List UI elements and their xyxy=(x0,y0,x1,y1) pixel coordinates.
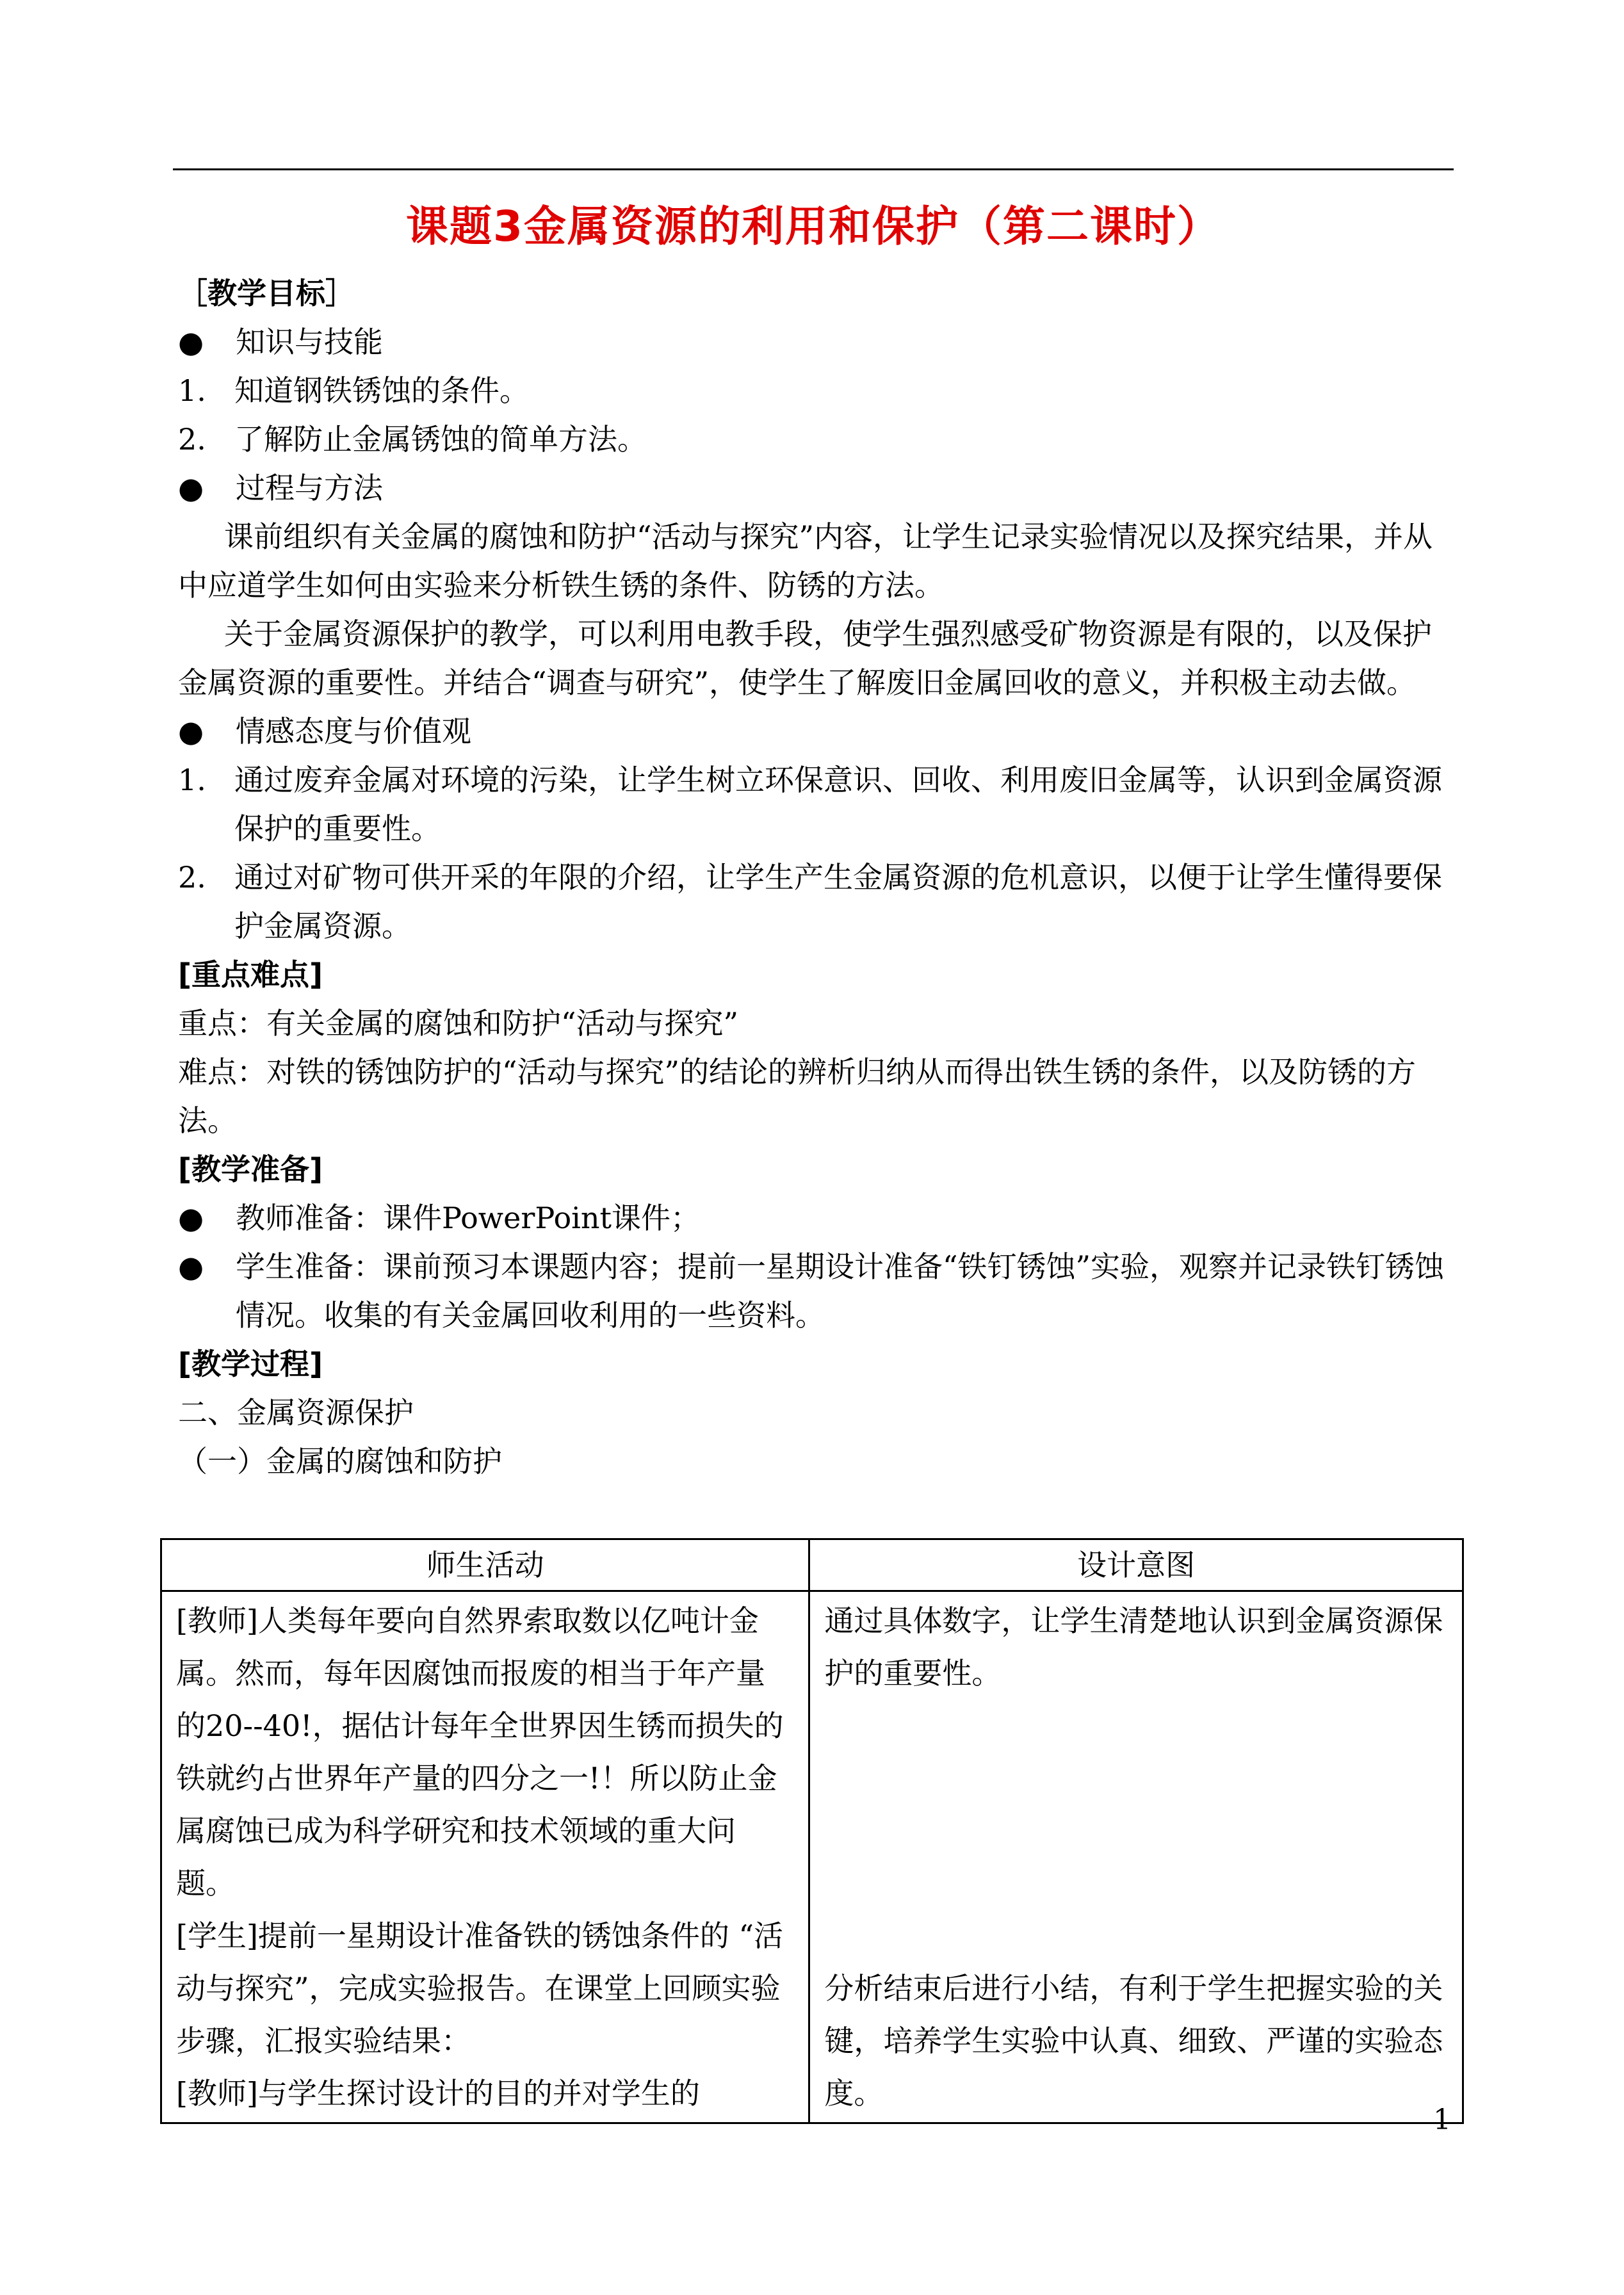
cell-spacer xyxy=(824,1910,1448,1962)
knowledge-item-text: 了解防止金属锈蚀的简单方法。 xyxy=(234,422,647,457)
process-paragraph: 课前组织有关金属的腐蚀和防护“活动与探究”内容，让学生记录实验情况以及探究结果，并从中应道学生如何由实验来分析铁生锈的条件、防锈的方法。 xyxy=(178,519,1433,603)
prep-item xyxy=(178,1194,1452,1242)
page-title: 课题3金属资源的利用和保护（第二课时） xyxy=(406,202,1221,251)
cell-spacer xyxy=(824,1857,1448,1910)
item-number: 1. xyxy=(178,763,206,797)
subsection-heading: （一）金属的腐蚀和防护 xyxy=(178,1444,502,1479)
emotion-bullet xyxy=(178,707,1452,756)
process-bullet xyxy=(178,464,1452,512)
bullet-icon: ● xyxy=(178,714,204,749)
intent-cell xyxy=(809,1591,1463,2123)
prep-item-text: 教师准备：课件PowerPoint课件； xyxy=(236,1201,700,1235)
emotion-item xyxy=(178,756,1452,853)
document-body xyxy=(178,269,1452,1486)
bullet-icon: ● xyxy=(178,325,204,359)
process2-heading: [教学过程] xyxy=(178,1347,323,1381)
knowledge-item xyxy=(178,366,1452,415)
knowledge-item-text: 知道钢铁锈蚀的条件。 xyxy=(234,373,529,408)
process-heading: 过程与方法 xyxy=(236,471,383,505)
item-number: 2. xyxy=(178,860,206,895)
keypoint-text: 重点：有关金属的腐蚀和防护“活动与探究” xyxy=(178,1006,739,1041)
knowledge-bullet xyxy=(178,318,1452,366)
table-header-activity: 师生活动 xyxy=(161,1539,809,1591)
bullet-icon: ● xyxy=(178,1201,204,1235)
lesson-table xyxy=(160,1538,1464,2124)
table-row xyxy=(161,1591,1463,2123)
intent-text: 分析结束后进行小结，有利于学生把握实验的关键，培养学生实验中认真、细致、严谨的实验态度。 xyxy=(824,1971,1443,2111)
table-header-intent: 设计意图 xyxy=(809,1539,1463,1591)
activity-text: [学生]提前一星期设计准备铁的锈蚀条件的 “活动与探究”，完成实验报告。在课堂上回顾实验步骤，汇报实验结果： xyxy=(176,1918,784,2058)
header-rule xyxy=(173,168,1454,170)
knowledge-heading: 知识与技能 xyxy=(236,325,383,359)
item-number: 1. xyxy=(178,373,206,408)
activity-text: [教师]人类每年要向自然界索取数以亿吨计金属。然而，每年因腐蚀而报废的相当于年产量的20--40!，据估计每年全世界因生锈而损失的铁就约占世界年产量的四分之一!！所以防止金属腐蚀已成为科学研究和技术领域的重大问题。 xyxy=(176,1603,784,1901)
cell-spacer xyxy=(824,1804,1448,1857)
objectives-heading: ［教学目标］ xyxy=(178,276,355,311)
cell-spacer xyxy=(824,1752,1448,1804)
emotion-heading: 情感态度与价值观 xyxy=(236,714,471,749)
bullet-icon: ● xyxy=(178,471,204,505)
item-number: 2. xyxy=(178,422,206,457)
emotion-item-text: 通过废弃金属对环境的污染，让学生树立环保意识、回收、利用废旧金属等，认识到金属资源保护的重要性。 xyxy=(234,763,1442,846)
subsection-heading: 二、金属资源保护 xyxy=(178,1395,414,1430)
bullet-icon: ● xyxy=(178,1249,204,1284)
emotion-item-text: 通过对矿物可供开采的年限的介绍，让学生产生金属资源的危机意识，以便于让学生懂得要保护金属资源。 xyxy=(234,860,1442,943)
keypoints-heading: [重点难点] xyxy=(178,957,323,992)
cell-spacer xyxy=(824,1699,1448,1752)
emotion-item xyxy=(178,853,1452,950)
intent-text: 通过具体数字，让学生清楚地认识到金属资源保护的重要性。 xyxy=(824,1603,1443,1691)
prep-item-text: 学生准备：课前预习本课题内容；提前一星期设计准备“铁钉锈蚀”实验，观察并记录铁钉锈蚀情况。收集的有关金属回收利用的一些资料。 xyxy=(236,1249,1445,1333)
prep-item xyxy=(178,1242,1452,1340)
prep-heading: [教学准备] xyxy=(178,1152,323,1187)
table-header-row xyxy=(161,1539,1463,1591)
difficulty-text: 难点：对铁的锈蚀防护的“活动与探究”的结论的辨析归纳从而得出铁生锈的条件，以及防锈的方法。 xyxy=(178,1055,1417,1138)
activity-text: [教师]与学生探讨设计的目的并对学生的 xyxy=(176,2076,700,2111)
page-number: 1 xyxy=(1433,2104,1451,2136)
process-paragraph: 关于金属资源保护的教学，可以利用电教手段，使学生强烈感受矿物资源是有限的，以及保护金属资源的重要性。并结合“调查与研究”，使学生了解废旧金属回收的意义，并积极主动去做。 xyxy=(178,617,1432,700)
activity-cell xyxy=(161,1591,809,2123)
knowledge-item xyxy=(178,415,1452,464)
